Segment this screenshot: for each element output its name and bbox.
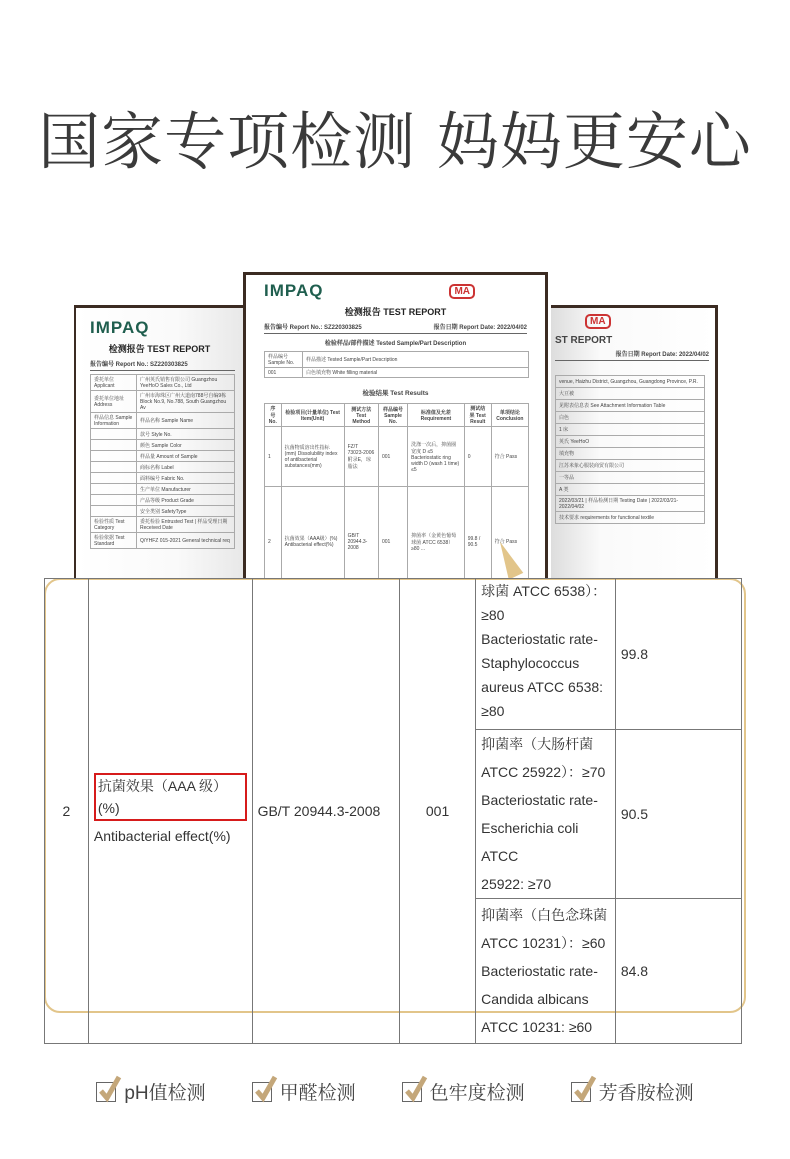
requirement-cell [476,730,616,899]
table-row [556,496,705,512]
table-row [556,376,705,388]
checkbox-checked-icon [571,1082,591,1102]
table-row [91,517,235,533]
table-cell: 检验依据 Test Standard [91,533,137,549]
test-method: GB/T 20944.3-2008 [252,579,399,1044]
table-cell: 2022/03/21 | 样品检测日期 Testing Date | 2022/03/21-2022/04/02 [556,496,705,512]
sample-no: 001 [400,579,476,1044]
table-cell [91,473,137,484]
table-row [91,484,235,495]
table-cell: 洗涤一次后，抑菌圈宽度 D ≤5 Bacteriostatic ring width D (wash 1 time) ≤5 [408,427,465,487]
report-heading: 检测报告 TEST REPORT [108,344,211,354]
impaq-logo: IMPAQ [90,318,150,337]
test-result: 90.5 [615,730,741,899]
column-header: 单项结论 Conclusion [491,404,528,427]
page-title: 国家专项检测 妈妈更安心 [38,105,752,178]
table-cell: 001 [378,427,407,487]
table-cell [91,462,137,473]
table-row [556,448,705,460]
table-cell: 安全类别 SafetyType [137,506,235,517]
table-cell: 0 [464,427,491,487]
report-number: 报告编号 Report No.: SZ220303825 [90,359,235,371]
column-header: 测试结果 Test Result [464,404,491,427]
report-page-left [74,305,243,578]
table-cell: 检验性质 Test Category [91,517,137,533]
table-cell: 2 [265,487,282,597]
table-row [556,424,705,436]
table-cell [91,484,137,495]
table-row [91,391,235,413]
table-cell: 商标名称 Label [137,462,235,473]
requirement-line: 抑菌率（大肠杆菌 [481,736,594,752]
table-cell: 颜色 Sample Color [137,440,235,451]
table-cell: FZ/T 73023-2006 附录E，琼脂法 [344,427,378,487]
table-cell: 大豆被 [556,388,705,400]
test-result: 84.8 [615,899,741,1044]
table-cell: 委托单位地址 Address [91,391,137,413]
table-cell: 样品信息 Sample Information [91,413,137,429]
table-row [556,512,705,524]
table-cell: 1 [265,427,282,487]
table-cell [91,451,137,462]
table-row [91,375,235,391]
requirement-line: ATCC 10231）：≥60 [481,935,606,951]
report-date: 报告日期 Report Date: 2022/04/02 [555,349,709,361]
requirement-line: ATCC 10231: ≥60 [481,1019,593,1035]
table-row [556,412,705,424]
table-cell [91,506,137,517]
test-checklist [0,1078,790,1105]
table-cell: 抑菌率（金黄色葡萄球菌 ATCC 6538）≥80 ... [408,487,465,597]
table-row [556,484,705,496]
table-cell: 广州市海珠区广州大道南788号自编9栋 Block No.9, No.788, South Guangzhou Av [137,391,235,413]
results-header-row [265,404,529,427]
table-row [556,388,705,400]
report-heading: 检测报告 TEST REPORT [344,307,447,317]
table-row [91,429,235,440]
table-cell: GB/T 20944.3-2008 [344,487,378,597]
table-row [91,413,235,429]
cma-logo: MA [449,284,475,299]
table-cell [91,440,137,451]
requirement-line: ≥80 [481,607,505,623]
table-cell: 委托检验 Entrusted Test | 样品受理日期 Received Date [137,517,235,533]
table-cell: 江苏米象心服装商贸有限公司 [556,460,705,472]
requirement-line: 抑菌率（白色念珠菌 [481,907,608,923]
requirement-line: Escherichia coli ATCC [481,820,579,864]
requirement-line: Bacteriostatic rate- [481,631,598,647]
requirement-line: Bacteriostatic rate- [481,792,598,808]
requirement-line: Bacteriostatic rate- [481,963,598,979]
check-item: 甲醛检测 [252,1078,356,1105]
table-cell: 白色 [556,412,705,424]
table-cell: 符合 Pass [491,427,528,487]
checkbox-checked-icon [252,1082,272,1102]
test-result: 99.8 [615,579,741,730]
table-cell: 见附表信息表 See Attachment Information Table [556,400,705,412]
column-header: 标准值及允差 Requirement [408,404,465,427]
table-row [91,440,235,451]
table-cell: venue, Haizhu District, Guangzhou, Guangdong Province, P.R. [556,376,705,388]
table-cell: 001 [378,487,407,597]
table-row [556,472,705,484]
column-header: 样品编号 Sample No. [378,404,407,427]
table-cell: 抗菌物质溶出性指标(mm) Dissolubility index of antibacterial substances(mm) [281,427,344,487]
row-number: 2 [45,579,89,1044]
sample-heading: 检验样品/部件描述 Tested Sample/Part Description [324,341,467,347]
table-row [91,533,235,549]
sample-table: 样品编号 Sample No. 样品描述 Tested Sample/Part Description 001 白色填充物 White filling material [264,351,529,378]
table-cell: 产品等级 Product Grade [137,495,235,506]
highlighted-test-item: 抗菌效果（AAA 级）(%) [94,773,247,821]
report-heading-partial: ST REPORT [555,335,613,346]
table-row [556,436,705,448]
table-cell: Q/YHFZ 015-2021 General technical req [137,533,235,549]
table-row [91,451,235,462]
requirement-line: 25922: ≥70 [481,876,552,892]
table-cell: 99.8 / 90.5 [464,487,491,597]
table-cell [91,495,137,506]
checkbox-checked-icon [96,1082,116,1102]
table-row [265,427,529,487]
results-heading: 检验结果 Test Results [362,390,429,397]
requirement-line: Candida albicans [481,991,589,1007]
report-meta: 报告编号 Report No.: SZ220303825 报告日期 Report Date: 2022/04/02 [264,322,527,334]
check-item: 色牢度检测 [402,1078,525,1105]
requirement-line: aureus ATCC 6538: [481,679,604,695]
table-cell: 面料编号 Fabric No. [137,473,235,484]
table-cell: 填充物 [556,448,705,460]
table-row [91,473,235,484]
table-cell: 样品量 Amount of Sample [137,451,235,462]
table-cell: 1 床 [556,424,705,436]
table-cell: 样品名称 Sample Name [137,413,235,429]
requirement-line: 球菌 ATCC 6538）： [481,583,607,599]
table-cell: 一等品 [556,472,705,484]
table-row [556,400,705,412]
check-item: 芳香胺检测 [571,1078,694,1105]
table-cell: 款号 Style No. [137,429,235,440]
check-item: pH值检测 [96,1078,205,1105]
table-cell: 技术要求 requirements for functional textile [556,512,705,524]
sample-info-table [555,375,705,524]
table-row [556,460,705,472]
table-cell: 广州英氏销售有限公司 Guangzhou YeeHoO Sales Co., Ltd [137,375,235,391]
column-header: 测试方法 Test Method [344,404,378,427]
test-item: 抗菌效果（AAA 级）(%) Antibacterial effect(%) [88,579,252,1044]
requirement-line: Staphylococcus [481,655,580,671]
report-page-center [243,272,548,578]
table-row [91,462,235,473]
table-cell [91,429,137,440]
requirement-line: ATCC 25922）：≥70 [481,764,606,780]
table-row [91,495,235,506]
requirement-cell [476,579,616,730]
applicant-table [90,374,235,549]
table-row [91,506,235,517]
table-cell: 委托单位 Applicant [91,375,137,391]
checkbox-checked-icon [402,1082,422,1102]
table-cell: 生产单位 Manufacturer [137,484,235,495]
column-header: 检验项目(计量单位) Test Item(Unit) [281,404,344,427]
requirement-cell [476,899,616,1044]
requirement-line: ≥80 [481,703,505,719]
table-cell: 符合 Pass [491,487,528,597]
column-header: 序号 No. [265,404,282,427]
results-table [264,403,529,597]
table-cell: A 类 [556,484,705,496]
magnified-results-table [44,578,746,1035]
table-cell: 抗菌效果（AAA级）(%) Antibacterial effect(%) [281,487,344,597]
impaq-logo: IMPAQ [264,281,324,300]
cma-logo: MA [585,314,611,329]
table-cell: 英氏 YeeHoO [556,436,705,448]
report-page-right [551,305,718,578]
